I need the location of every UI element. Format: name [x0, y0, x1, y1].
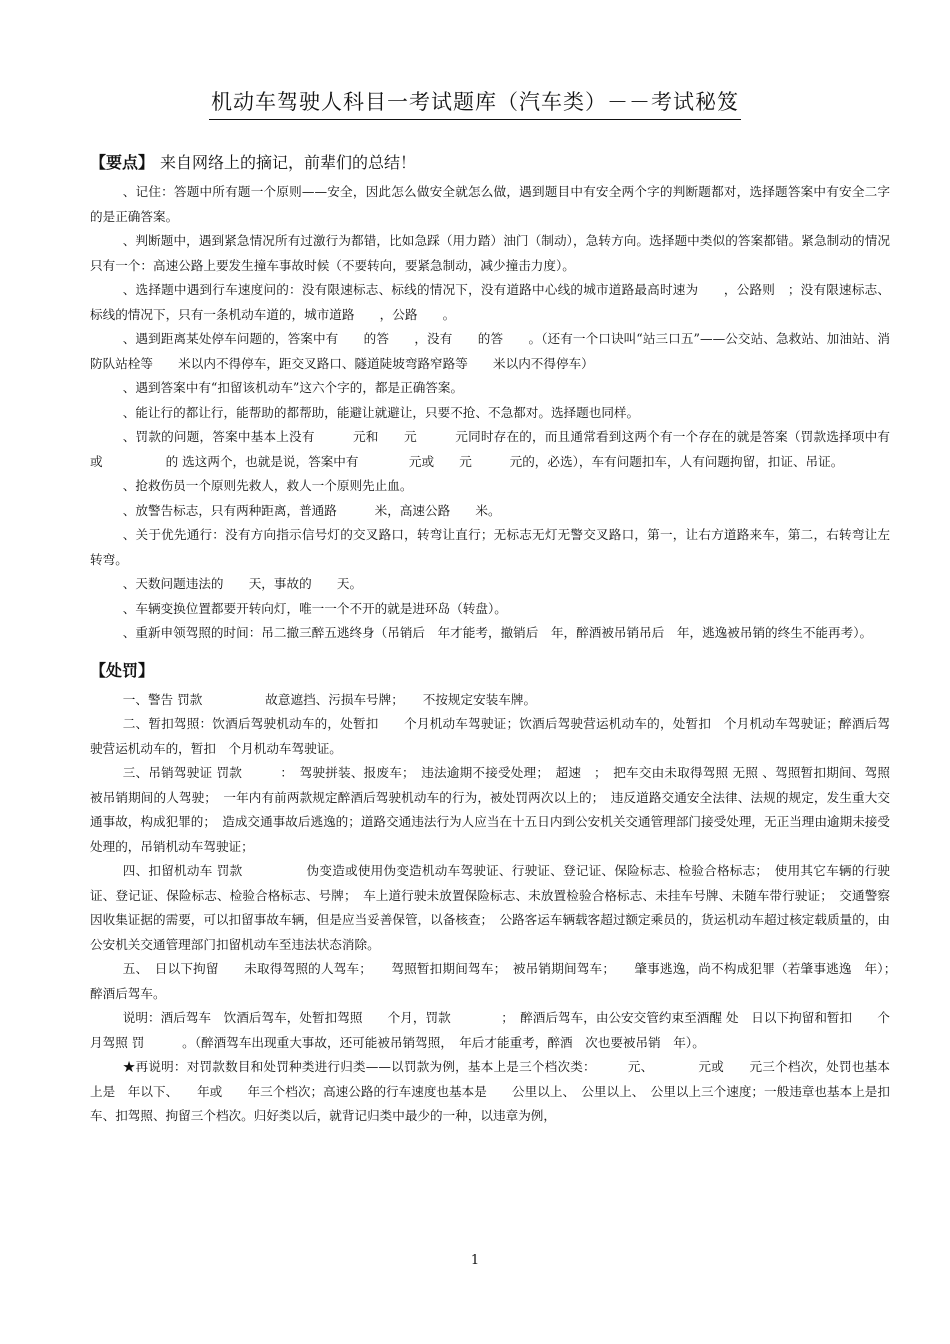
paragraph: 、选择题中遇到行车速度问的：没有限速标志、标线的情况下，没有道路中心线的城市道路最高时速为 ，公路则 ；没有限速标志、标线的情况下，只有一条机动车道的，城市道路 ，公路 。 — [90, 282, 890, 322]
paragraph: 二、暂扣驾照：饮酒后驾驶机动车的，处暂扣 个月机动车驾驶证；饮酒后驾驶营运机动车的，处暂扣 个月机动车驾驶证；醉酒后驾驶营运机动车的，暂扣 个月机动车驾驶证。 — [90, 716, 890, 756]
paragraph: 、判断题中，遇到紧急情况所有过激行为都错，比如急踩（用力踏）油门（制动），急转方向。选择题中类似的答案都错。紧急制动的情况只有一个：高速公路上要发生撞车事故时候（不要转向，要紧急制动，减少撞击力度）。 — [90, 233, 890, 273]
section-spacer — [90, 646, 890, 660]
paragraph: 、能让行的都让行，能帮助的都帮助，能避让就避让，只要不抢、不急都对。选择题也同样。 — [122, 404, 640, 420]
paragraph: 一、警告 罚款 故意遮挡、污损车号牌； 不按规定安装车牌。 — [122, 691, 537, 707]
paragraph: 、放警告标志，只有两种距离，普通路 米，高速公路 米。 — [122, 502, 501, 518]
paragraph: ★再说明：对罚款数目和处罚种类进行归类——以罚款为例，基本上是三个档次类： 元、 元或 元三个档次，处罚也基本上是 年以下、 年或 年三个档次；高速公路的行车速度也基本是 公里以上、 公里以上、 公里以上三个速度；一般违章也基本上是扣车、扣驾照、拘留三个档次。归好类以后，就背记归类中最少的一种，以违章为例， — [90, 1059, 890, 1123]
page-number: 1 — [470, 1253, 480, 1268]
document-title: 机动车驾驶人科目一考试题库（汽车类）－－考试秘笈 — [209, 86, 741, 120]
section-heading — [90, 152, 890, 174]
paragraph: 、罚款的问题，答案中基本上没有 元和 元 元同时存在的，而且通常看到这两个有一个存在的就是答案（罚款选择项中有 或 的 选这两个，也就是说，答案中有 元或 元 元的，必选），车有问题扣车，人有问题拘留，扣证、吊证。 — [90, 429, 941, 469]
paragraph: 、抢救伤员一个原则先救人，救人一个原则先止血。 — [122, 478, 413, 493]
paragraph: 、遇到距离某处停车问题的，答案中有 的答 ，没有 的答 。（还有一个口诀叫“站三口五”——公交站、急救站、加油站、消防队站栓等 米以内不得停车，距交叉路口、隧道陡坡弯路窄路等 米以内不得停车） — [90, 331, 890, 371]
paragraph: 三、吊销驾驶证 罚款 ： 驾驶拼装、报废车； 违法逾期不接受处理； 超速 ； 把车交由未取得驾照 无照 、驾照暂扣期间、驾照被吊销期间的人驾驶； 一年内有前两款规定醉酒后驾驶机动车的行为，被处罚两次以上的； 违反道路交通安全法律、法规的规定，发生重大交通事故，构成犯罪的； 造成交通事故后逃逸的；道路交通违法行为人应当在十五日内到公安机关交通管理部门接受处理，无正当理由逾期未接受处理的，吊销机动车驾驶证； — [90, 765, 890, 854]
section-heading-label: 【处罚】 — [90, 660, 155, 680]
section-heading-note: 来自网络上的摘记，前辈们的总结！ — [160, 153, 417, 172]
paragraph: 四、扣留机动车 罚款 伪变造或使用伪变造机动车驾驶证、行驶证、登记证、保险标志、检验合格标志； 使用其它车辆的行驶证、登记证、保险标志、检验合格标志、号牌； 车上道行驶未放置保险标志、未放置检验合格标志、未挂车号牌、未随车带行驶证； 交通警察因收集证据的需要，可以扣留事故车辆，但是应当妥善保管，以备核查； 公路客运车辆载客超过额定乘员的，货运机动车超过核定载质量的，由公安机关交通管理部门扣留机动车至违法状态消除。 — [90, 863, 890, 952]
section-key-points — [90, 152, 941, 646]
paragraph: 说明：酒后驾车 饮酒后驾车，处暂扣驾照 个月，罚款 ； 醉酒后驾车，由公安交管约束至酒醒 处 日以下拘留和暂扣 个月驾照 罚 。（醉酒驾车出现重大事故，还可能被吊销驾照， 年后才能重考，醉酒 次也要被吊销 年）。 — [90, 1010, 890, 1050]
paragraph: 、记住：答题中所有题一个原则——安全，因此怎么做安全就怎么做，遇到题目中有安全两个字的判断题都对，选择题答案中有安全二字的是正确答案。 — [90, 184, 890, 224]
document-body — [90, 152, 941, 1129]
paragraph: 五、 日以下拘留 未取得驾照的人驾车； 驾照暂扣期间驾车； 被吊销期间驾车； 肇事逃逸，尚不构成犯罪（若肇事逃逸 年）； 醉酒后驾车。 — [90, 961, 903, 1001]
paragraph: 、车辆变换位置都要开转向灯，唯一一个不开的就是进环岛（转盘）。 — [122, 600, 507, 616]
title-container — [0, 86, 950, 120]
paragraph: 、关于优先通行：没有方向指示信号灯的交叉路口，转弯让直行；无标志无灯无警交叉路口，第一，让右方道路来车，第二，右转弯让左转弯。 — [90, 527, 890, 567]
paragraph: 、天数问题违法的 天，事故的 天。 — [122, 576, 363, 591]
paragraph: 、遇到答案中有“扣留该机动车”这六个字的，都是正确答案。 — [122, 380, 464, 395]
section-heading — [90, 660, 890, 682]
section-penalties — [90, 660, 903, 1129]
paragraph: 、重新申领驾照的时间：吊二撤三醉五逃终身（吊销后 年才能考，撤销后 年，醉酒被吊销吊后 年，逃逸被吊销的终生不能再考）。 — [122, 625, 873, 640]
section-heading-label: 【要点】 — [90, 153, 155, 172]
